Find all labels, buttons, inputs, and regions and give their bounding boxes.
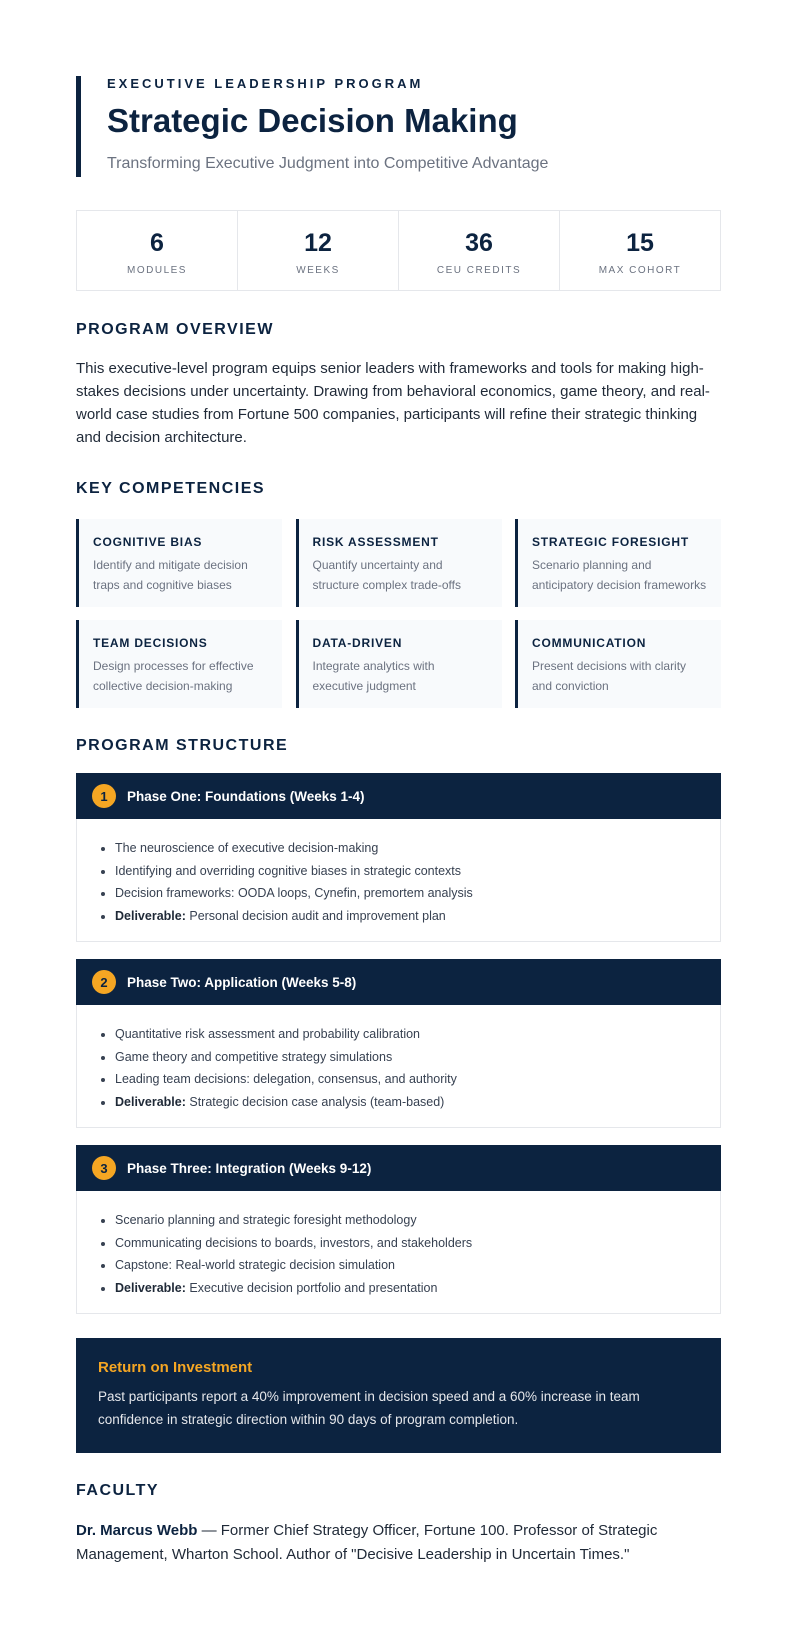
phase-header xyxy=(76,1145,721,1191)
list-item: • Capstone: Real-world strategic decision simulation xyxy=(115,1254,720,1277)
competency-card xyxy=(296,620,502,708)
competency-description: Quantify uncertainty and structure complex trade-offs xyxy=(312,558,462,592)
phase-number-badge: 3 xyxy=(92,1156,116,1180)
stat-ceu-credits xyxy=(399,211,560,290)
stat-value: 12 xyxy=(304,229,332,257)
faculty-bio xyxy=(76,1519,721,1566)
deliverable-text: Personal decision audit and improvement plan xyxy=(189,908,446,923)
competency-card xyxy=(515,519,721,607)
list-item: • Decision frameworks: OODA loops, Cynefin, premortem analysis xyxy=(115,882,720,905)
stat-value: 15 xyxy=(626,229,654,257)
roi-text: Past participants report a 40% improvement in decision speed and a 60% increase in team confidence in strategic direction within 90 days of program completion. xyxy=(98,1389,640,1427)
faculty-name: Dr. Marcus Webb xyxy=(76,1522,198,1539)
phase-header xyxy=(76,773,721,819)
deliverable-label: Deliverable: xyxy=(115,1280,186,1295)
stat-max-cohort xyxy=(560,211,720,290)
stat-value: 36 xyxy=(465,229,493,257)
competency-description: Identify and mitigate decision traps and cognitive biases xyxy=(93,558,248,592)
list-item: • The neuroscience of executive decision-making xyxy=(115,837,720,860)
stat-label: MAX COHORT xyxy=(598,265,682,276)
deliverable-text: Executive decision portfolio and presentation xyxy=(189,1280,438,1295)
roi-callout xyxy=(76,1338,721,1453)
list-item: • Quantitative risk assessment and probability calibration xyxy=(115,1023,720,1046)
competencies-heading: KEY COMPETENCIES xyxy=(76,480,266,497)
list-item: • Leading team decisions: delegation, consensus, and authority xyxy=(115,1068,720,1091)
phase-header xyxy=(76,959,721,1005)
stat-label: MODULES xyxy=(127,265,187,276)
program-eyebrow: EXECUTIVE LEADERSHIP PROGRAM xyxy=(107,76,424,91)
competency-description: Scenario planning and anticipatory decision frameworks xyxy=(532,558,707,592)
list-item: • Scenario planning and strategic foresight methodology xyxy=(115,1209,720,1232)
phase-number-badge: 1 xyxy=(92,784,116,808)
competency-title: DATA-DRIVEN xyxy=(312,636,403,650)
deliverable-item xyxy=(115,905,720,928)
competency-description: Design processes for effective collective decision-making xyxy=(93,659,254,693)
competencies-grid xyxy=(76,519,721,708)
overview-text: This executive-level program equips senior leaders with frameworks and tools for making high-stakes decisions under uncertainty. Drawing from behavioral economics, game theory, and real-world case studies from Fortune 500 companies, participants will refine their strategic thinking and decision architecture. xyxy=(76,360,710,446)
competency-description: Present decisions with clarity and conviction xyxy=(532,659,687,693)
phase-title: Phase Two: Application (Weeks 5-8) xyxy=(127,974,357,990)
competency-title: COGNITIVE BIAS xyxy=(93,535,203,549)
structure-heading: PROGRAM STRUCTURE xyxy=(76,737,289,754)
stat-label: WEEKS xyxy=(296,265,340,276)
phase-block-3 xyxy=(76,1145,721,1314)
phase-number-badge: 2 xyxy=(92,970,116,994)
phase-title: Phase One: Foundations (Weeks 1-4) xyxy=(127,788,365,804)
stat-weeks xyxy=(238,211,399,290)
phase-topic-list xyxy=(115,837,720,927)
phase-body xyxy=(76,1005,721,1128)
competency-title: TEAM DECISIONS xyxy=(93,636,208,650)
competency-card xyxy=(515,620,721,708)
phase-body xyxy=(76,1191,721,1314)
competency-title: COMMUNICATION xyxy=(532,636,647,650)
stat-value: 6 xyxy=(150,229,164,257)
list-item: • Identifying and overriding cognitive biases in strategic contexts xyxy=(115,860,720,883)
competency-card xyxy=(76,620,282,708)
competency-title: RISK ASSESSMENT xyxy=(312,535,439,549)
stat-modules xyxy=(77,211,238,290)
phase-topic-list xyxy=(115,1209,720,1299)
deliverable-item xyxy=(115,1277,720,1300)
competency-card xyxy=(76,519,282,607)
competency-title: STRATEGIC FORESIGHT xyxy=(532,535,689,549)
list-item: • Communicating decisions to boards, investors, and stakeholders xyxy=(115,1232,720,1255)
competency-card xyxy=(296,519,502,607)
phase-topic-list xyxy=(115,1023,720,1113)
faculty-heading: FACULTY xyxy=(76,1482,160,1499)
phase-body xyxy=(76,819,721,942)
page-title: Strategic Decision Making xyxy=(107,102,518,139)
deliverable-text: Strategic decision case analysis (team-based) xyxy=(189,1094,445,1109)
page-subtitle: Transforming Executive Judgment into Competitive Advantage xyxy=(107,155,549,172)
deliverable-label: Deliverable: xyxy=(115,908,186,923)
stat-label: CEU CREDITS xyxy=(436,265,522,276)
faculty-description: — Former Chief Strategy Officer, Fortune 100. Professor of Strategic Management, Wharton School. Author of "Decisive Leadership in Uncertain Times." xyxy=(76,1522,658,1563)
deliverable-label: Deliverable: xyxy=(115,1094,186,1109)
competency-description: Integrate analytics with executive judgment xyxy=(312,659,435,693)
roi-title: Return on Investment xyxy=(98,1359,253,1376)
program-header xyxy=(76,76,721,177)
phase-title: Phase Three: Integration (Weeks 9-12) xyxy=(127,1160,372,1176)
phase-block-2 xyxy=(76,959,721,1128)
list-item: • Game theory and competitive strategy simulations xyxy=(115,1046,720,1069)
overview-heading: PROGRAM OVERVIEW xyxy=(76,321,274,338)
deliverable-item xyxy=(115,1091,720,1114)
stats-bar xyxy=(76,210,721,291)
phase-block-1 xyxy=(76,773,721,942)
